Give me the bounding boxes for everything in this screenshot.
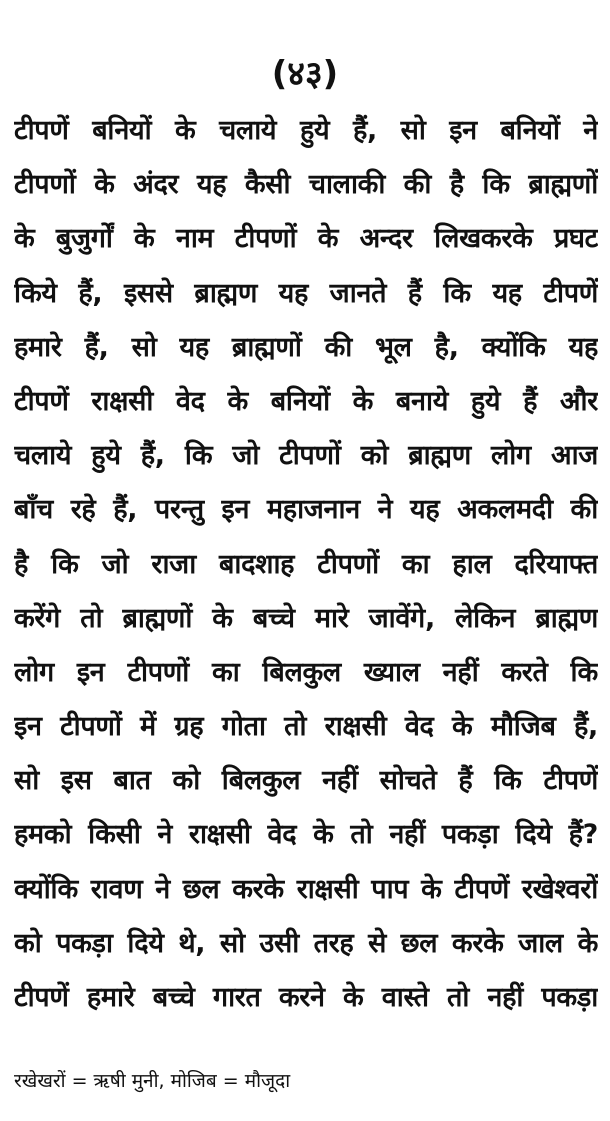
body-text bbox=[14, 104, 598, 1025]
text-line: टीपणें बनियों के चलाये हुये हैं, सो इन बनियों ने bbox=[14, 115, 598, 146]
page-number: (४३) bbox=[271, 54, 339, 94]
footnote: रखेखरों = ऋषी मुनी, मोजिब = मौजूदा bbox=[14, 1070, 291, 1092]
text-line: हमारे हैं, सो यह ब्राह्मणों की भूल है, क्योंकि यह bbox=[14, 331, 598, 363]
text-line: लोग इन टीपणों का बिलकुल ख्याल नहीं करते कि bbox=[14, 656, 598, 688]
text-line: क्योंकि रावण ने छल करके राक्षसी पाप के टीपणें रखेश्वरों bbox=[14, 873, 598, 905]
text-line: टीपणें हमारे बच्चे गारत करने के वास्ते तो नहीं पकड़ा bbox=[14, 982, 598, 1013]
text-line: बाँच रहे हैं, परन्तु इन महाजनान ने यह अकलमदी की bbox=[14, 494, 598, 526]
text-line: को पकड़ा दिये थे, सो उसी तरह से छल करके जाल के bbox=[14, 927, 598, 959]
text-line: के बुजुर्गों के नाम टीपणों के अन्दर लिखकरके प्रघट bbox=[14, 223, 598, 255]
text-line: इन टीपणों में ग्रह गोता तो राक्षसी वेद के मौजिब हैं, bbox=[14, 711, 598, 743]
text-line: हमको किसी ने राक्षसी वेद के तो नहीं पकड़ा दिये हैं? bbox=[14, 819, 598, 851]
text-line: किये हैं, इससे ब्राह्मण यह जानते हैं कि यह टीपणें bbox=[14, 277, 598, 309]
text-line: करेंगे तो ब्राह्मणों के बच्चे मारे जावेंगे, लेकिन ब्राह्मण bbox=[14, 602, 598, 634]
text-line: चलाये हुये हैं, कि जो टीपणों को ब्राह्मण लोग आज bbox=[14, 440, 598, 472]
text-line: है कि जो राजा बादशाह टीपणों का हाल दरियाफ्त bbox=[14, 548, 598, 580]
text-line: टीपणों के अंदर यह कैसी चालाकी की है कि ब्राह्मणों bbox=[14, 169, 598, 201]
text-line: टीपणें राक्षसी वेद के बनियों के बनाये हुये हैं और bbox=[14, 385, 598, 417]
text-line: सो इस बात को बिलकुल नहीं सोचते हैं कि टीपणें bbox=[14, 765, 598, 797]
